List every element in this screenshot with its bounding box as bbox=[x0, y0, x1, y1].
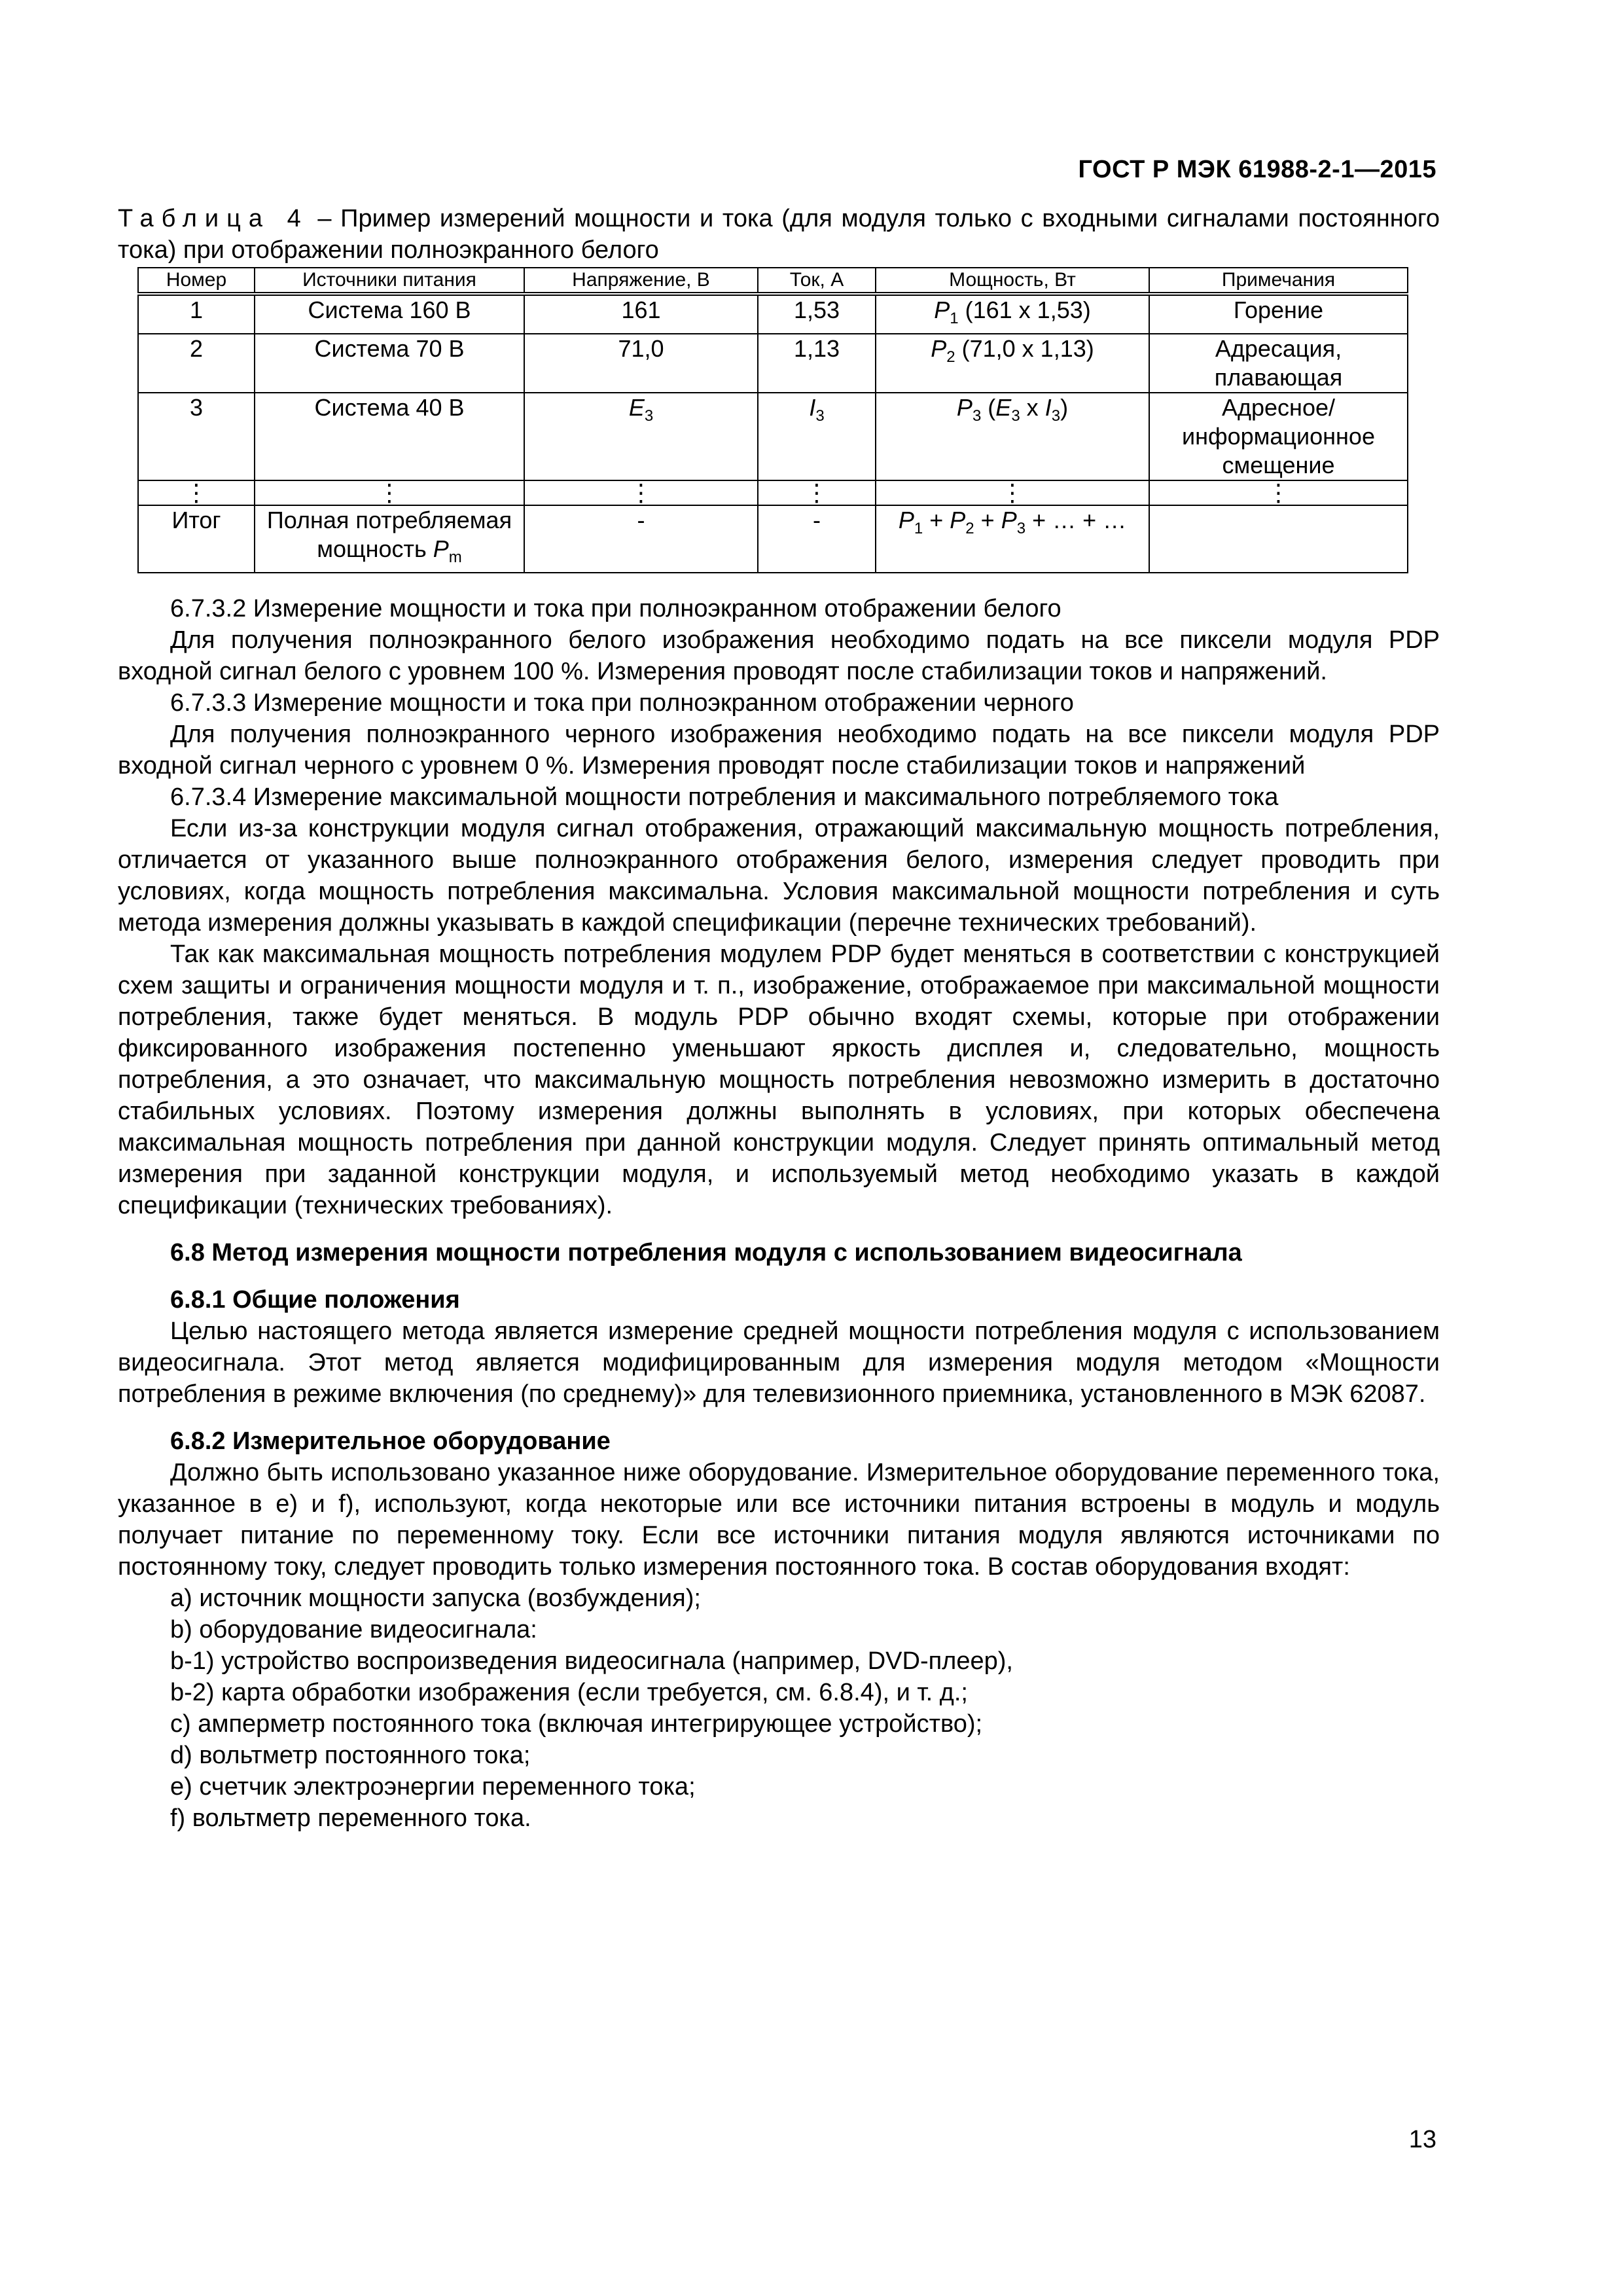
list-item: c) амперметр постоянного тока (включая интегрирующее устройство); bbox=[170, 1710, 983, 1738]
cell-source: Система 70 В bbox=[255, 334, 524, 393]
paragraph-general-provisions: Целью настоящего метода является измерение средней мощности потребления модуля с использованием видеосигнала. Этот метод является модифицированным для измерения модуля методом «Мощности потребления в режиме включения (по среднему)» для телевизионного приемника, установленного в МЭК 62087. bbox=[118, 1318, 1440, 1408]
list-item: b-1) устройство воспроизведения видеосигнала (например, DVD-плеер), bbox=[170, 1647, 1013, 1676]
document-standard-header: ГОСТ Р МЭК 61988-2-1—2015 bbox=[1078, 156, 1436, 183]
cell-current bbox=[758, 393, 876, 480]
power-subscript: 3 bbox=[972, 407, 982, 425]
cell-ellipsis: ⋮ bbox=[524, 480, 758, 505]
total-source-text: Полная потребляемая мощность bbox=[266, 507, 512, 563]
power-subscript: 2 bbox=[946, 348, 955, 367]
cell-number: 3 bbox=[138, 393, 255, 480]
power-subscript: 1 bbox=[950, 310, 959, 328]
formula-close: ) bbox=[1060, 394, 1069, 422]
power-subscript: 3 bbox=[1016, 520, 1026, 538]
subsection-heading-6-7-3-3: 6.7.3.3 Измерение мощности и тока при полноэкранном отображении черного bbox=[170, 689, 1074, 717]
list-item: f) вольтметр переменного тока. bbox=[170, 1804, 531, 1833]
paragraph-measuring-equipment: Должно быть использовано указанное ниже оборудование. Измерительное оборудование переменного тока, указанное в e) и f), используют, когда некоторые или все источники питания встроены в модуль и модуль получает питание по переменному току. Если все источники питания модуля являются источниками по постоянному току, следует проводить только измерения постоянного тока. В состав оборудования входят: bbox=[118, 1459, 1440, 1581]
voltage-symbol: E bbox=[995, 394, 1012, 422]
cell-ellipsis: ⋮ bbox=[1149, 480, 1408, 505]
cell-voltage: 161 bbox=[524, 294, 758, 334]
column-header-power: Мощность, Вт bbox=[876, 268, 1149, 294]
table-caption-label: Таблица 4 bbox=[118, 205, 309, 232]
column-header-voltage: Напряжение, В bbox=[524, 268, 758, 294]
list-item: b-2) карта обработки изображения (если требуется, см. 6.8.4), и т. д.; bbox=[170, 1679, 968, 1707]
current-subscript: 3 bbox=[1051, 407, 1061, 425]
table-header-row bbox=[138, 268, 1408, 294]
cell-note: Горение bbox=[1149, 294, 1408, 334]
table-row bbox=[138, 294, 1408, 334]
column-header-number: Номер bbox=[138, 268, 255, 294]
paragraph-max-power-conditions: Если из-за конструкции модуля сигнал отображения, отражающий максимальную мощность потребления, отличается от указанного выше полноэкранного отображения белого, измерения следует проводить при условиях, когда мощность потребления максимальна. Условия максимальной мощности потребления и суть метода измерения должны указывать в каждой спецификации (перечне технических требований). bbox=[118, 815, 1440, 937]
measurement-table-wrapper bbox=[137, 267, 1407, 573]
power-symbol: P bbox=[1001, 507, 1017, 534]
cell-voltage: 71,0 bbox=[524, 334, 758, 393]
measurement-table bbox=[137, 267, 1408, 573]
formula-plus: + bbox=[923, 507, 950, 534]
power-symbol: P bbox=[931, 335, 947, 363]
power-formula: (161 х 1,53) bbox=[958, 296, 1091, 323]
voltage-symbol: E bbox=[628, 394, 645, 422]
cell-ellipsis: ⋮ bbox=[758, 480, 876, 505]
formula-multiply: x bbox=[1020, 394, 1045, 422]
current-symbol: I bbox=[1044, 394, 1052, 422]
page-number: 13 bbox=[1408, 2126, 1436, 2153]
cell-power bbox=[876, 505, 1149, 573]
cell-power bbox=[876, 334, 1149, 393]
current-subscript: 3 bbox=[815, 407, 825, 425]
cell-source: Система 160 В bbox=[255, 294, 524, 334]
table-row bbox=[138, 334, 1408, 393]
cell-note bbox=[1149, 505, 1408, 573]
section-heading-6-8-1: 6.8.1 Общие положения bbox=[170, 1286, 460, 1314]
voltage-subscript: 3 bbox=[644, 407, 654, 425]
cell-power bbox=[876, 294, 1149, 334]
cell-source bbox=[255, 505, 524, 573]
cell-voltage bbox=[524, 393, 758, 480]
power-subscript: 1 bbox=[914, 520, 923, 538]
power-symbol: P bbox=[433, 535, 449, 563]
table-caption bbox=[118, 203, 1440, 266]
power-symbol: P bbox=[950, 507, 966, 534]
table-row-ellipsis bbox=[138, 480, 1408, 505]
cell-number: 1 bbox=[138, 294, 255, 334]
paragraph-white-measurement: Для получения полноэкранного белого изображения необходимо подать на все пиксели модуля PDP входной сигнал белого с уровнем 100 %. Измерения проводят после стабилизации токов и напряжений. bbox=[118, 626, 1440, 686]
list-item: e) счетчик электроэнергии переменного тока; bbox=[170, 1773, 696, 1801]
power-symbol: P bbox=[898, 507, 914, 534]
cell-note: Адресация, плавающая bbox=[1149, 334, 1408, 393]
table-caption-text: – Пример измерений мощности и тока (для модуля только с входными сигналами постоянного тока) при отображении полноэкранного белого bbox=[118, 205, 1440, 264]
power-symbol: P bbox=[934, 296, 950, 323]
formula-plus: + bbox=[974, 507, 1001, 534]
cell-note: Адресное/ информационное смещение bbox=[1149, 393, 1408, 480]
table-row bbox=[138, 393, 1408, 480]
column-header-current: Ток, А bbox=[758, 268, 876, 294]
cell-ellipsis: ⋮ bbox=[138, 480, 255, 505]
formula-tail: + … + … bbox=[1026, 507, 1127, 534]
paragraph-black-measurement: Для получения полноэкранного черного изображения необходимо подать на все пиксели модуля PDP входной сигнал черного с уровнем 0 %. Измерения проводят после стабилизации токов и напряжений bbox=[118, 721, 1440, 780]
table-row-total bbox=[138, 505, 1408, 573]
cell-source: Система 40 В bbox=[255, 393, 524, 480]
column-header-power-sources: Источники питания bbox=[255, 268, 524, 294]
cell-power bbox=[876, 393, 1149, 480]
cell-current: - bbox=[758, 505, 876, 573]
power-formula: (71,0 х 1,13) bbox=[955, 335, 1094, 363]
power-subscript: 2 bbox=[965, 520, 974, 538]
voltage-subscript: 3 bbox=[1011, 407, 1020, 425]
cell-ellipsis: ⋮ bbox=[255, 480, 524, 505]
power-subscript: m bbox=[448, 548, 462, 567]
paragraph-max-power-variation: Так как максимальная мощность потребления модулем PDP будет меняться в соответствии с конструкцией схем защиты и ограничения мощности модуля и т. п., изображение, отображаемое при максимальной мощности потребления, также будет меняться. В модуль PDP обычно входят схемы, которые при отображении фиксированного изображения постепенно уменьшают яркость дисплея и, следовательно, мощность потребления, а это означает, что максимальную мощность потребления невозможно измерить в достаточно стабильных условиях. Поэтому измерения должны выполнять в условиях, при которых обеспечена максимальная мощность потребления при данной конструкции модуля. Следует принять оптимальный метод измерения при заданной конструкции модуля, и используемый метод необходимо указать в каждой спецификации (технических требованиях). bbox=[118, 941, 1440, 1220]
subsection-heading-6-7-3-2: 6.7.3.2 Измерение мощности и тока при полноэкранном отображении белого bbox=[170, 595, 1061, 623]
page-content bbox=[118, 203, 1440, 1834]
formula-open: ( bbox=[981, 394, 996, 422]
equipment-list bbox=[118, 1583, 1440, 1834]
cell-voltage: - bbox=[524, 505, 758, 573]
cell-number: Итог bbox=[138, 505, 255, 573]
power-symbol: P bbox=[956, 394, 972, 422]
current-symbol: I bbox=[809, 394, 816, 422]
cell-number: 2 bbox=[138, 334, 255, 393]
section-heading-6-8: 6.8 Метод измерения мощности потребления модуля с использованием видеосигнала bbox=[170, 1239, 1242, 1267]
column-header-notes: Примечания bbox=[1149, 268, 1408, 294]
list-item: b) оборудование видеосигнала: bbox=[170, 1616, 537, 1644]
subsection-heading-6-7-3-4: 6.7.3.4 Измерение максимальной мощности потребления и максимального потребляемого тока bbox=[170, 783, 1279, 812]
cell-current: 1,13 bbox=[758, 334, 876, 393]
list-item: а) источник мощности запуска (возбуждения); bbox=[170, 1585, 701, 1613]
section-heading-6-8-2: 6.8.2 Измерительное оборудование bbox=[170, 1427, 611, 1456]
cell-ellipsis: ⋮ bbox=[876, 480, 1149, 505]
cell-current: 1,53 bbox=[758, 294, 876, 334]
list-item: d) вольтметр постоянного тока; bbox=[170, 1742, 531, 1770]
